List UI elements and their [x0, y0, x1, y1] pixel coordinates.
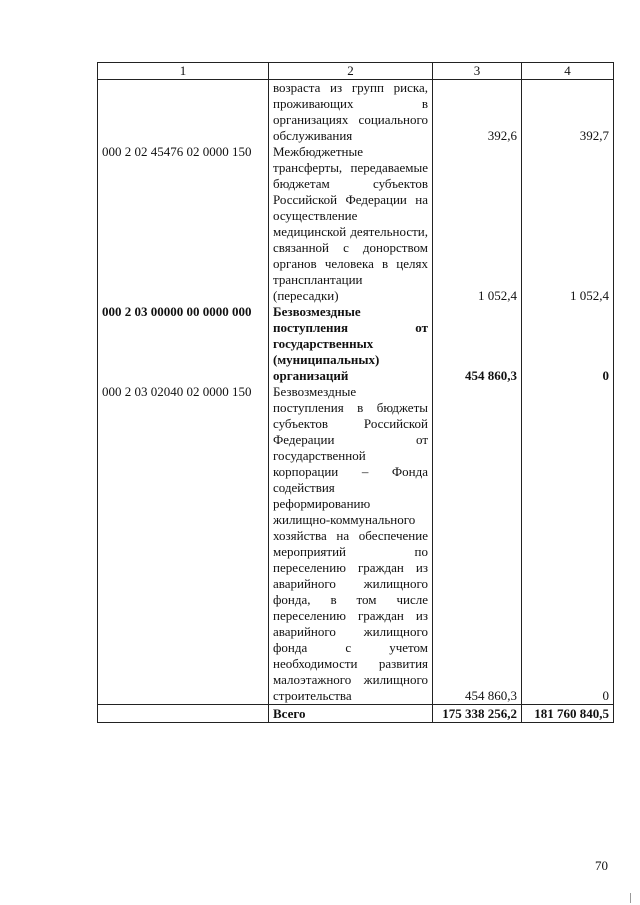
header-col-3: 3 — [433, 63, 522, 80]
row-value-col3: 392,6 — [433, 80, 522, 145]
revenue-table — [97, 62, 614, 723]
header-col-2: 2 — [269, 63, 433, 80]
row-description: возраста из групп риска, проживающих в организациях социального обслуживания — [269, 80, 433, 145]
header-col-4: 4 — [522, 63, 614, 80]
row-code: 000 2 02 45476 02 0000 150 — [98, 144, 269, 304]
table-total-row — [98, 705, 614, 723]
total-label: Всего — [269, 705, 433, 723]
total-empty-cell — [98, 705, 269, 723]
page-number: 70 — [595, 858, 608, 873]
row-value-col3: 1 052,4 — [433, 144, 522, 304]
row-description: Безвозмездные поступления от государственных (муниципальных) организаций — [269, 304, 433, 384]
row-description: Межбюджетные трансферты, передаваемые бюджетам субъектов Российской Федерации на осуществление медицинской деятельности, связанной с донорством органов человека в целях трансплантации (пересадки) — [269, 144, 433, 304]
row-description: Безвозмездные поступления в бюджеты субъектов Российской Федерации от государственной корпорации – Фонда содействия реформированию жилищно-коммунального хозяйства на обеспечение мероприятий по переселению граждан из аварийного жилищного фонда, в том числе переселению граждан из аварийного жилищного фонда с учетом необходимости развития малоэтажного жилищного строительства — [269, 384, 433, 705]
row-value-col4: 0 — [522, 304, 614, 384]
row-value-col4: 1 052,4 — [522, 144, 614, 304]
scan-edge-mark — [630, 893, 631, 903]
table-header-row — [98, 63, 614, 80]
header-col-1: 1 — [98, 63, 269, 80]
table-row — [98, 304, 614, 384]
total-value-col4: 181 760 840,5 — [522, 705, 614, 723]
row-value-col4: 392,7 — [522, 80, 614, 145]
row-value-col4: 0 — [522, 384, 614, 705]
row-code: 000 2 03 00000 00 0000 000 — [98, 304, 269, 384]
table-row — [98, 384, 614, 705]
row-value-col3: 454 860,3 — [433, 304, 522, 384]
row-value-col3: 454 860,3 — [433, 384, 522, 705]
table-row — [98, 144, 614, 304]
total-value-col3: 175 338 256,2 — [433, 705, 522, 723]
row-code — [98, 80, 269, 145]
table-row — [98, 80, 614, 145]
row-code: 000 2 03 02040 02 0000 150 — [98, 384, 269, 705]
